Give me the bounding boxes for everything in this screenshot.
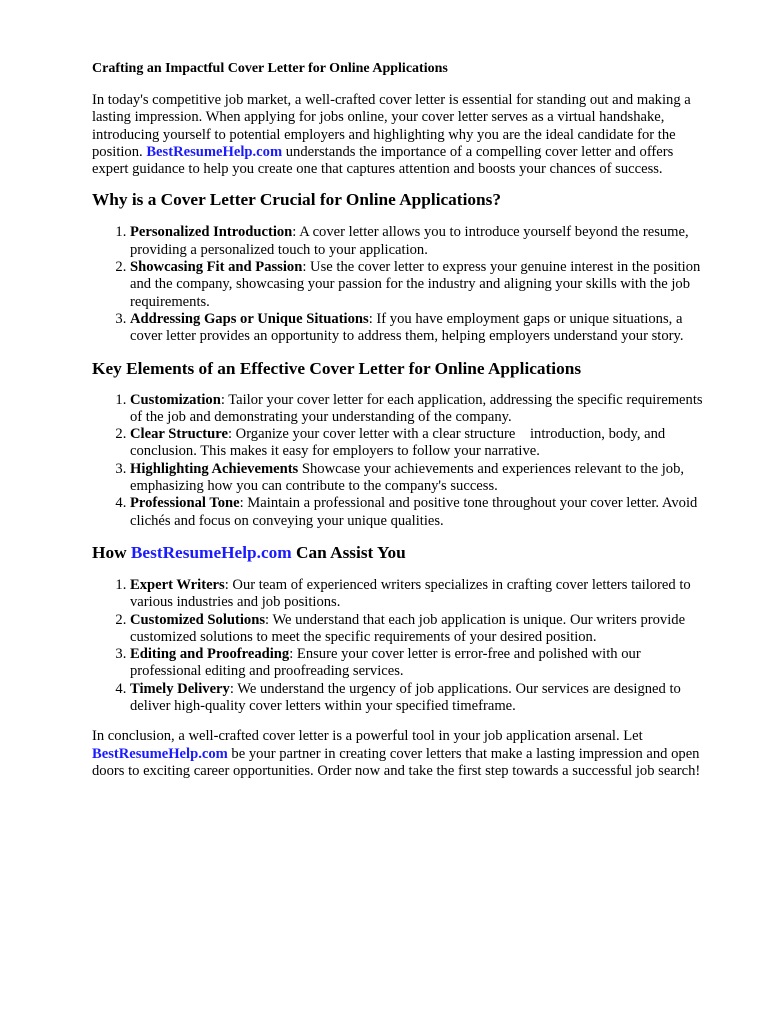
- item-term: Clear Structure: [130, 426, 228, 443]
- intro-paragraph: [92, 92, 712, 178]
- intro-text-end: understands the importance of a compelling cover letter and offers expert guidance to help you create one that captures attention and boosts your chances of success.: [92, 143, 674, 178]
- item-text: : We understand that each job application is unique. Our writers provide customized solutions to meet the specific requirements of your desired position.: [130, 611, 686, 645]
- list-item: [130, 259, 712, 311]
- heading-link-bestresumehelp[interactable]: BestResumeHelp.com: [130, 542, 292, 562]
- item-term: Addressing Gaps or Unique Situations: [130, 310, 369, 327]
- item-text: : Maintain a professional and positive tone throughout your cover letter. Avoid clichés and focus on conveying your unique qualities.: [130, 495, 698, 529]
- list-item: [130, 461, 712, 496]
- heading-why-cover-letter: Why is a Cover Letter Crucial for Online Applications?: [92, 190, 501, 210]
- item-text: : Organize your cover letter with a clear structure introduction, body, and conclusion. This makes it easy for employers to follow your narrative.: [130, 426, 669, 460]
- item-text: : Tailor your cover letter for each application, addressing the specific requirements of the job and demonstrating your understanding of the company.: [130, 391, 703, 425]
- conclusion-text-end: be your partner in creating cover letters that make a lasting impression and open doors to exciting career opportunities. Order now and take the first step towards a successful job search!: [92, 745, 701, 779]
- heading-text-start: How: [92, 542, 131, 562]
- item-text: : Ensure your cover letter is error-free and polished with our professional editing and proofreading services.: [130, 646, 641, 680]
- item-text: : Our team of experienced writers specializes in crafting cover letters tailored to various industries and job positions.: [130, 576, 691, 611]
- list-how-we-assist: [92, 577, 712, 715]
- list-item: [130, 224, 712, 259]
- list-item: [130, 681, 712, 716]
- list-item: [130, 646, 712, 681]
- item-text: Showcase your achievements and experiences relevant to the job, emphasizing how you can contribute to the company's success.: [130, 460, 685, 495]
- list-key-elements: [92, 392, 712, 530]
- item-term: Personalized Introduction: [130, 224, 293, 241]
- item-text: : If you have employment gaps or unique situations, a cover letter provides an opportunity to address them, helping employers understand your story.: [130, 310, 684, 345]
- intro-link-bestresumehelp[interactable]: BestResumeHelp.com: [146, 143, 283, 160]
- heading-key-elements: Key Elements of an Effective Cover Letter for Online Applications: [92, 358, 582, 378]
- list-item: [130, 612, 712, 647]
- list-item: [130, 495, 712, 530]
- item-term: Showcasing Fit and Passion: [130, 259, 303, 276]
- list-item: [130, 392, 712, 427]
- list-item: [130, 426, 712, 461]
- conclusion-text-start: In conclusion, a well-crafted cover letter is a powerful tool in your job application arsenal. Let: [92, 728, 643, 745]
- heading-text-end: Can Assist You: [291, 542, 406, 562]
- item-text: : A cover letter allows you to introduce yourself beyond the resume, providing a personalized touch to your application.: [130, 224, 689, 258]
- list-item: [130, 311, 712, 346]
- item-term: Professional Tone: [130, 495, 240, 512]
- item-text: : We understand the urgency of job applications. Our services are designed to deliver high-quality cover letters within your specified timeframe.: [130, 680, 681, 715]
- intro-text-start: In today's competitive job market, a well-crafted cover letter is essential for standing out and making a lasting impression. When applying for jobs online, your cover letter serves as a virtual handshake, introducing yourself to potential employers and highlighting why you are the ideal candidate for the position.: [92, 92, 691, 160]
- conclusion-link-bestresumehelp[interactable]: BestResumeHelp.com: [92, 745, 228, 762]
- item-term: Customized Solutions: [130, 611, 266, 628]
- document-title: Crafting an Impactful Cover Letter for Online Applications: [92, 61, 448, 76]
- item-term: Highlighting Achievements: [130, 460, 299, 477]
- conclusion-paragraph: [92, 728, 712, 780]
- item-term: Expert Writers: [130, 576, 225, 593]
- item-term: Editing and Proofreading: [130, 646, 290, 663]
- item-text: : Use the cover letter to express your genuine interest in the position and the company, showcasing your passion for the industry and aligning your skills with the job requirements.: [130, 259, 701, 310]
- heading-how-we-assist: [92, 543, 712, 563]
- list-why-cover-letter: [92, 224, 712, 345]
- list-item: [130, 577, 712, 612]
- item-term: Customization: [130, 391, 221, 408]
- item-term: Timely Delivery: [130, 680, 230, 697]
